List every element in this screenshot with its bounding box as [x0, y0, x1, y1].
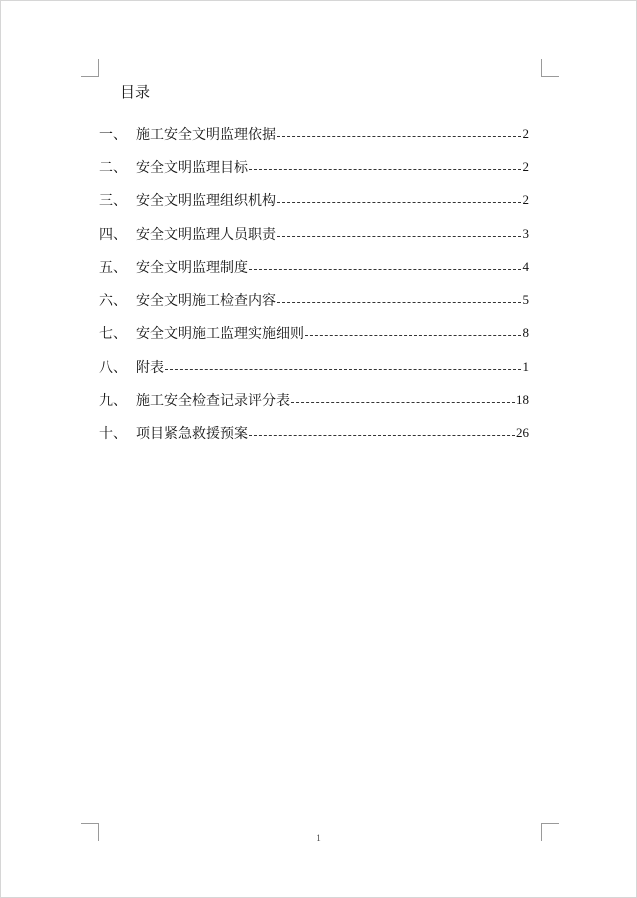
toc-entry-page: 1 — [522, 358, 529, 374]
toc-entry-number: 九、 — [99, 393, 127, 410]
crop-mark-top-right — [541, 59, 559, 77]
toc-entry[interactable] — [99, 117, 529, 150]
toc-entry-number: 一、 — [99, 126, 127, 143]
toc-entry-number: 四、 — [99, 226, 127, 243]
toc-leader — [277, 301, 521, 303]
toc-entry-title: 项目紧急救援预案 — [136, 426, 248, 443]
toc-entry-number: 七、 — [99, 326, 127, 343]
toc-entry-title: 安全文明施工监理实施细则 — [136, 326, 304, 343]
toc-entry-page: 2 — [522, 125, 529, 141]
toc-entry-page: 3 — [522, 225, 529, 241]
toc-entry-page: 8 — [522, 325, 529, 341]
toc-entry-number: 十、 — [99, 426, 127, 443]
toc-leader — [277, 235, 521, 237]
toc-entry-page: 26 — [516, 425, 529, 441]
toc-entry-page: 2 — [522, 192, 529, 208]
toc-entry-title: 安全文明监理人员职责 — [136, 226, 276, 243]
toc-entry-title: 施工安全文明监理依据 — [136, 126, 276, 143]
toc-entry-title: 施工安全检查记录评分表 — [136, 393, 290, 410]
toc-entry[interactable] — [99, 217, 529, 250]
toc-entry-page: 5 — [522, 292, 529, 308]
toc-entry[interactable] — [99, 417, 529, 450]
toc-entry-title: 安全文明监理组织机构 — [136, 193, 276, 210]
toc-entry-number: 二、 — [99, 159, 127, 176]
toc-entry-title: 安全文明监理目标 — [136, 159, 248, 176]
toc-entry-number: 六、 — [99, 293, 127, 310]
toc-leader — [291, 401, 515, 403]
toc-entry[interactable] — [99, 283, 529, 316]
toc-entry[interactable] — [99, 350, 529, 383]
toc-leader — [249, 268, 521, 270]
toc-entry-title: 安全文明施工检查内容 — [136, 293, 276, 310]
toc-entry-page: 4 — [522, 258, 529, 274]
toc-entry[interactable] — [99, 317, 529, 350]
toc-entry-title: 附表 — [136, 359, 164, 376]
toc-leader — [277, 201, 521, 203]
toc-entry[interactable] — [99, 383, 529, 416]
toc-entry-number: 八、 — [99, 359, 127, 376]
page-number: 1 — [316, 833, 321, 843]
table-of-contents — [99, 117, 529, 450]
toc-leader — [165, 368, 521, 370]
toc-entry-number: 五、 — [99, 259, 127, 276]
toc-entry-page: 2 — [522, 158, 529, 174]
toc-entry-number: 三、 — [99, 193, 127, 210]
toc-entry[interactable] — [99, 150, 529, 183]
toc-leader — [249, 168, 521, 170]
toc-leader — [305, 334, 521, 336]
crop-mark-top-left — [81, 59, 99, 77]
toc-entry[interactable] — [99, 184, 529, 217]
toc-entry[interactable] — [99, 250, 529, 283]
toc-title: 目录 — [120, 83, 151, 101]
toc-entry-page: 18 — [516, 392, 529, 408]
toc-leader — [277, 135, 521, 137]
toc-leader — [249, 434, 515, 436]
toc-entry-title: 安全文明监理制度 — [136, 259, 248, 276]
